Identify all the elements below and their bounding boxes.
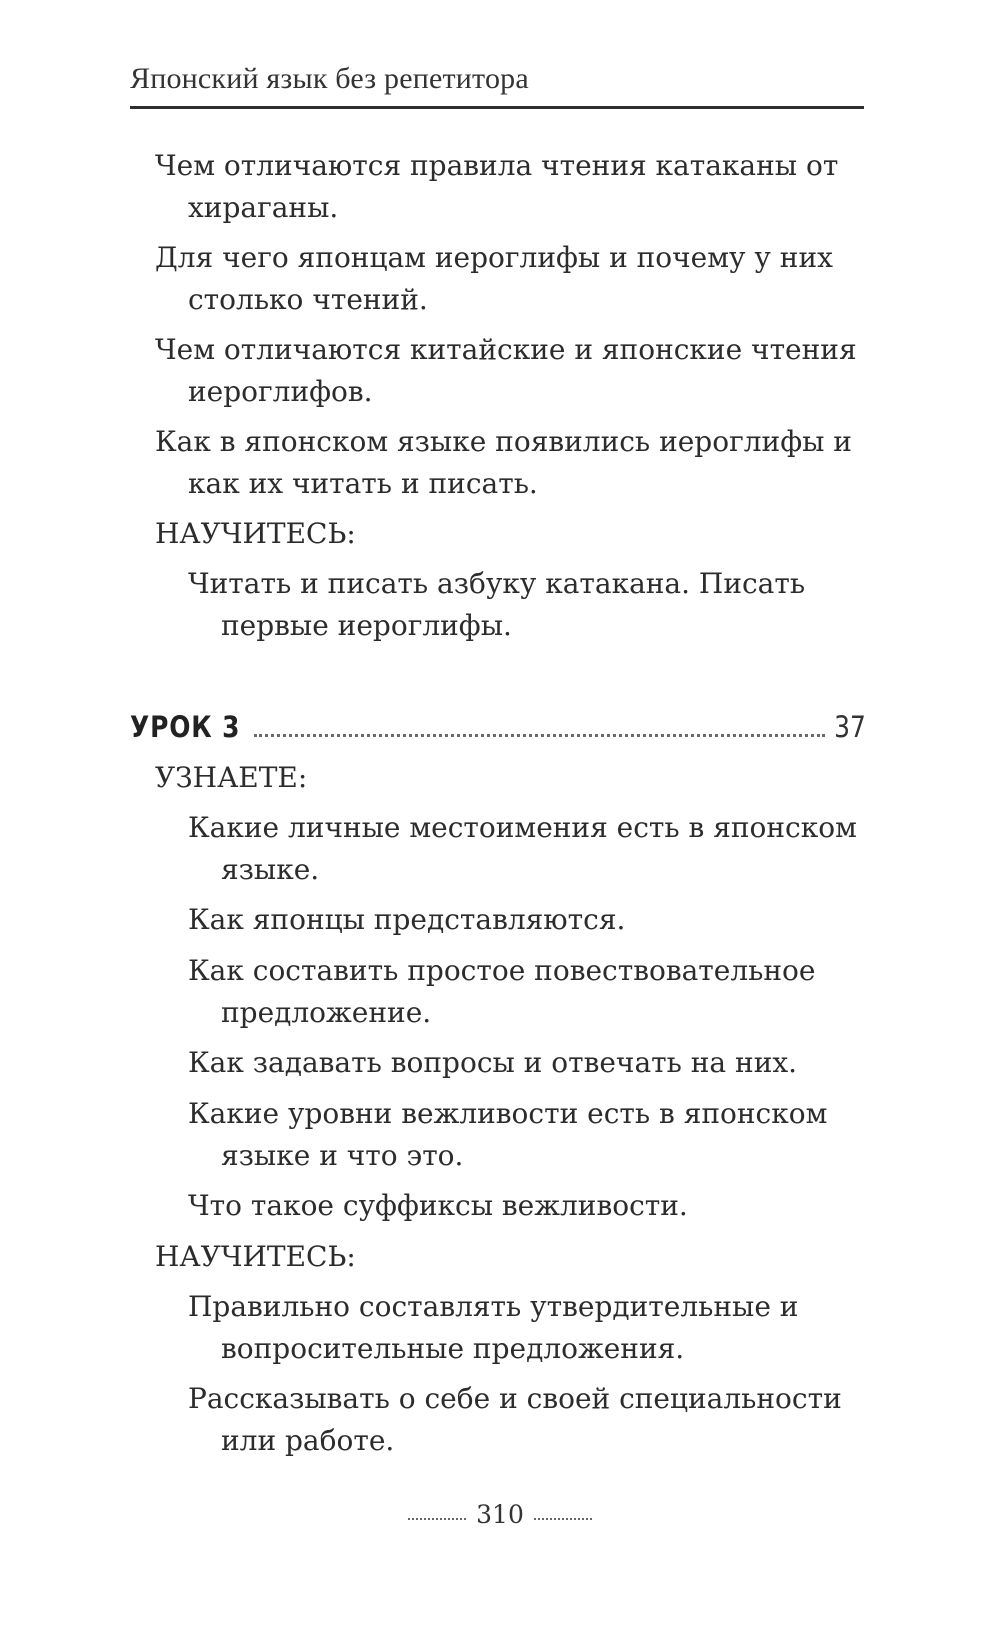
- lesson3-learn-item: [188, 1093, 827, 1177]
- item-line-continued: иероглифов.: [188, 375, 373, 408]
- item-line-continued: языке.: [221, 853, 320, 886]
- page-folio: [0, 1500, 1000, 1529]
- lesson3-skills-item: [188, 1378, 842, 1462]
- item-line: Читать и писать азбуку катакана. Писать: [188, 567, 806, 600]
- item-line-continued: хираганы.: [188, 191, 339, 224]
- item-line: Как задавать вопросы и отвечать на них.: [188, 1046, 798, 1079]
- item-line: Что такое суффиксы вежливости.: [188, 1189, 688, 1222]
- item-line-continued: первые иероглифы.: [221, 609, 512, 642]
- lesson2-skills-label: НАУЧИТЕСЬ:: [155, 517, 356, 550]
- item-line-continued: или работе.: [221, 1424, 395, 1457]
- lesson3-page-number: 37: [834, 710, 866, 744]
- item-line: Какие личные местоимения есть в японском: [188, 811, 857, 844]
- lesson3-learn-item: [188, 1185, 688, 1227]
- lesson3-skills-item: [188, 1286, 798, 1370]
- lesson3-skills-label: НАУЧИТЕСЬ:: [155, 1240, 356, 1273]
- lesson2-learn-item: [155, 145, 838, 229]
- header-rule: [130, 106, 864, 109]
- item-line: Правильно составлять утвердительные и: [188, 1290, 799, 1323]
- lesson3-title: УРОК 3: [130, 710, 241, 744]
- item-line: Чем отличаются правила чтения катаканы от: [155, 149, 839, 182]
- item-line-continued: столько чтений.: [188, 283, 428, 316]
- lesson2-skills-item: [188, 563, 805, 647]
- leader-dots: [254, 734, 825, 737]
- lesson2-learn-item: [155, 237, 833, 321]
- folio-dots-right: [534, 1518, 592, 1520]
- item-line: Чем отличаются китайские и японские чтения: [155, 333, 857, 366]
- lesson3-learn-label: УЗНАЕТЕ:: [155, 761, 308, 794]
- page-number: 310: [476, 1500, 524, 1529]
- lesson3-learn-item: [188, 899, 625, 941]
- item-line: Рассказывать о себе и своей специальности: [188, 1382, 842, 1415]
- running-head: Японский язык без репетитора: [130, 62, 529, 95]
- item-line-continued: предложение.: [221, 996, 432, 1029]
- item-line: Как японцы представляются.: [188, 903, 626, 936]
- item-line: Как составить простое повествовательное: [188, 954, 816, 987]
- lesson3-toc-row[interactable]: [130, 710, 866, 754]
- folio-dots-left: [408, 1518, 466, 1520]
- item-line: Как в японском языке появились иероглифы и: [155, 425, 852, 458]
- item-line-continued: как их читать и писать.: [188, 467, 538, 500]
- item-line-continued: языке и что это.: [221, 1139, 464, 1172]
- lesson3-learn-item: [188, 1042, 797, 1084]
- item-line: Какие уровни вежливости есть в японском: [188, 1097, 828, 1130]
- item-line: Для чего японцам иероглифы и почему у них: [155, 241, 833, 274]
- lesson2-learn-item: [155, 421, 852, 505]
- lesson3-learn-item: [188, 950, 815, 1034]
- lesson3-learn-item: [188, 807, 857, 891]
- item-line-continued: вопросительные предложения.: [221, 1332, 685, 1365]
- lesson2-learn-item: [155, 329, 857, 413]
